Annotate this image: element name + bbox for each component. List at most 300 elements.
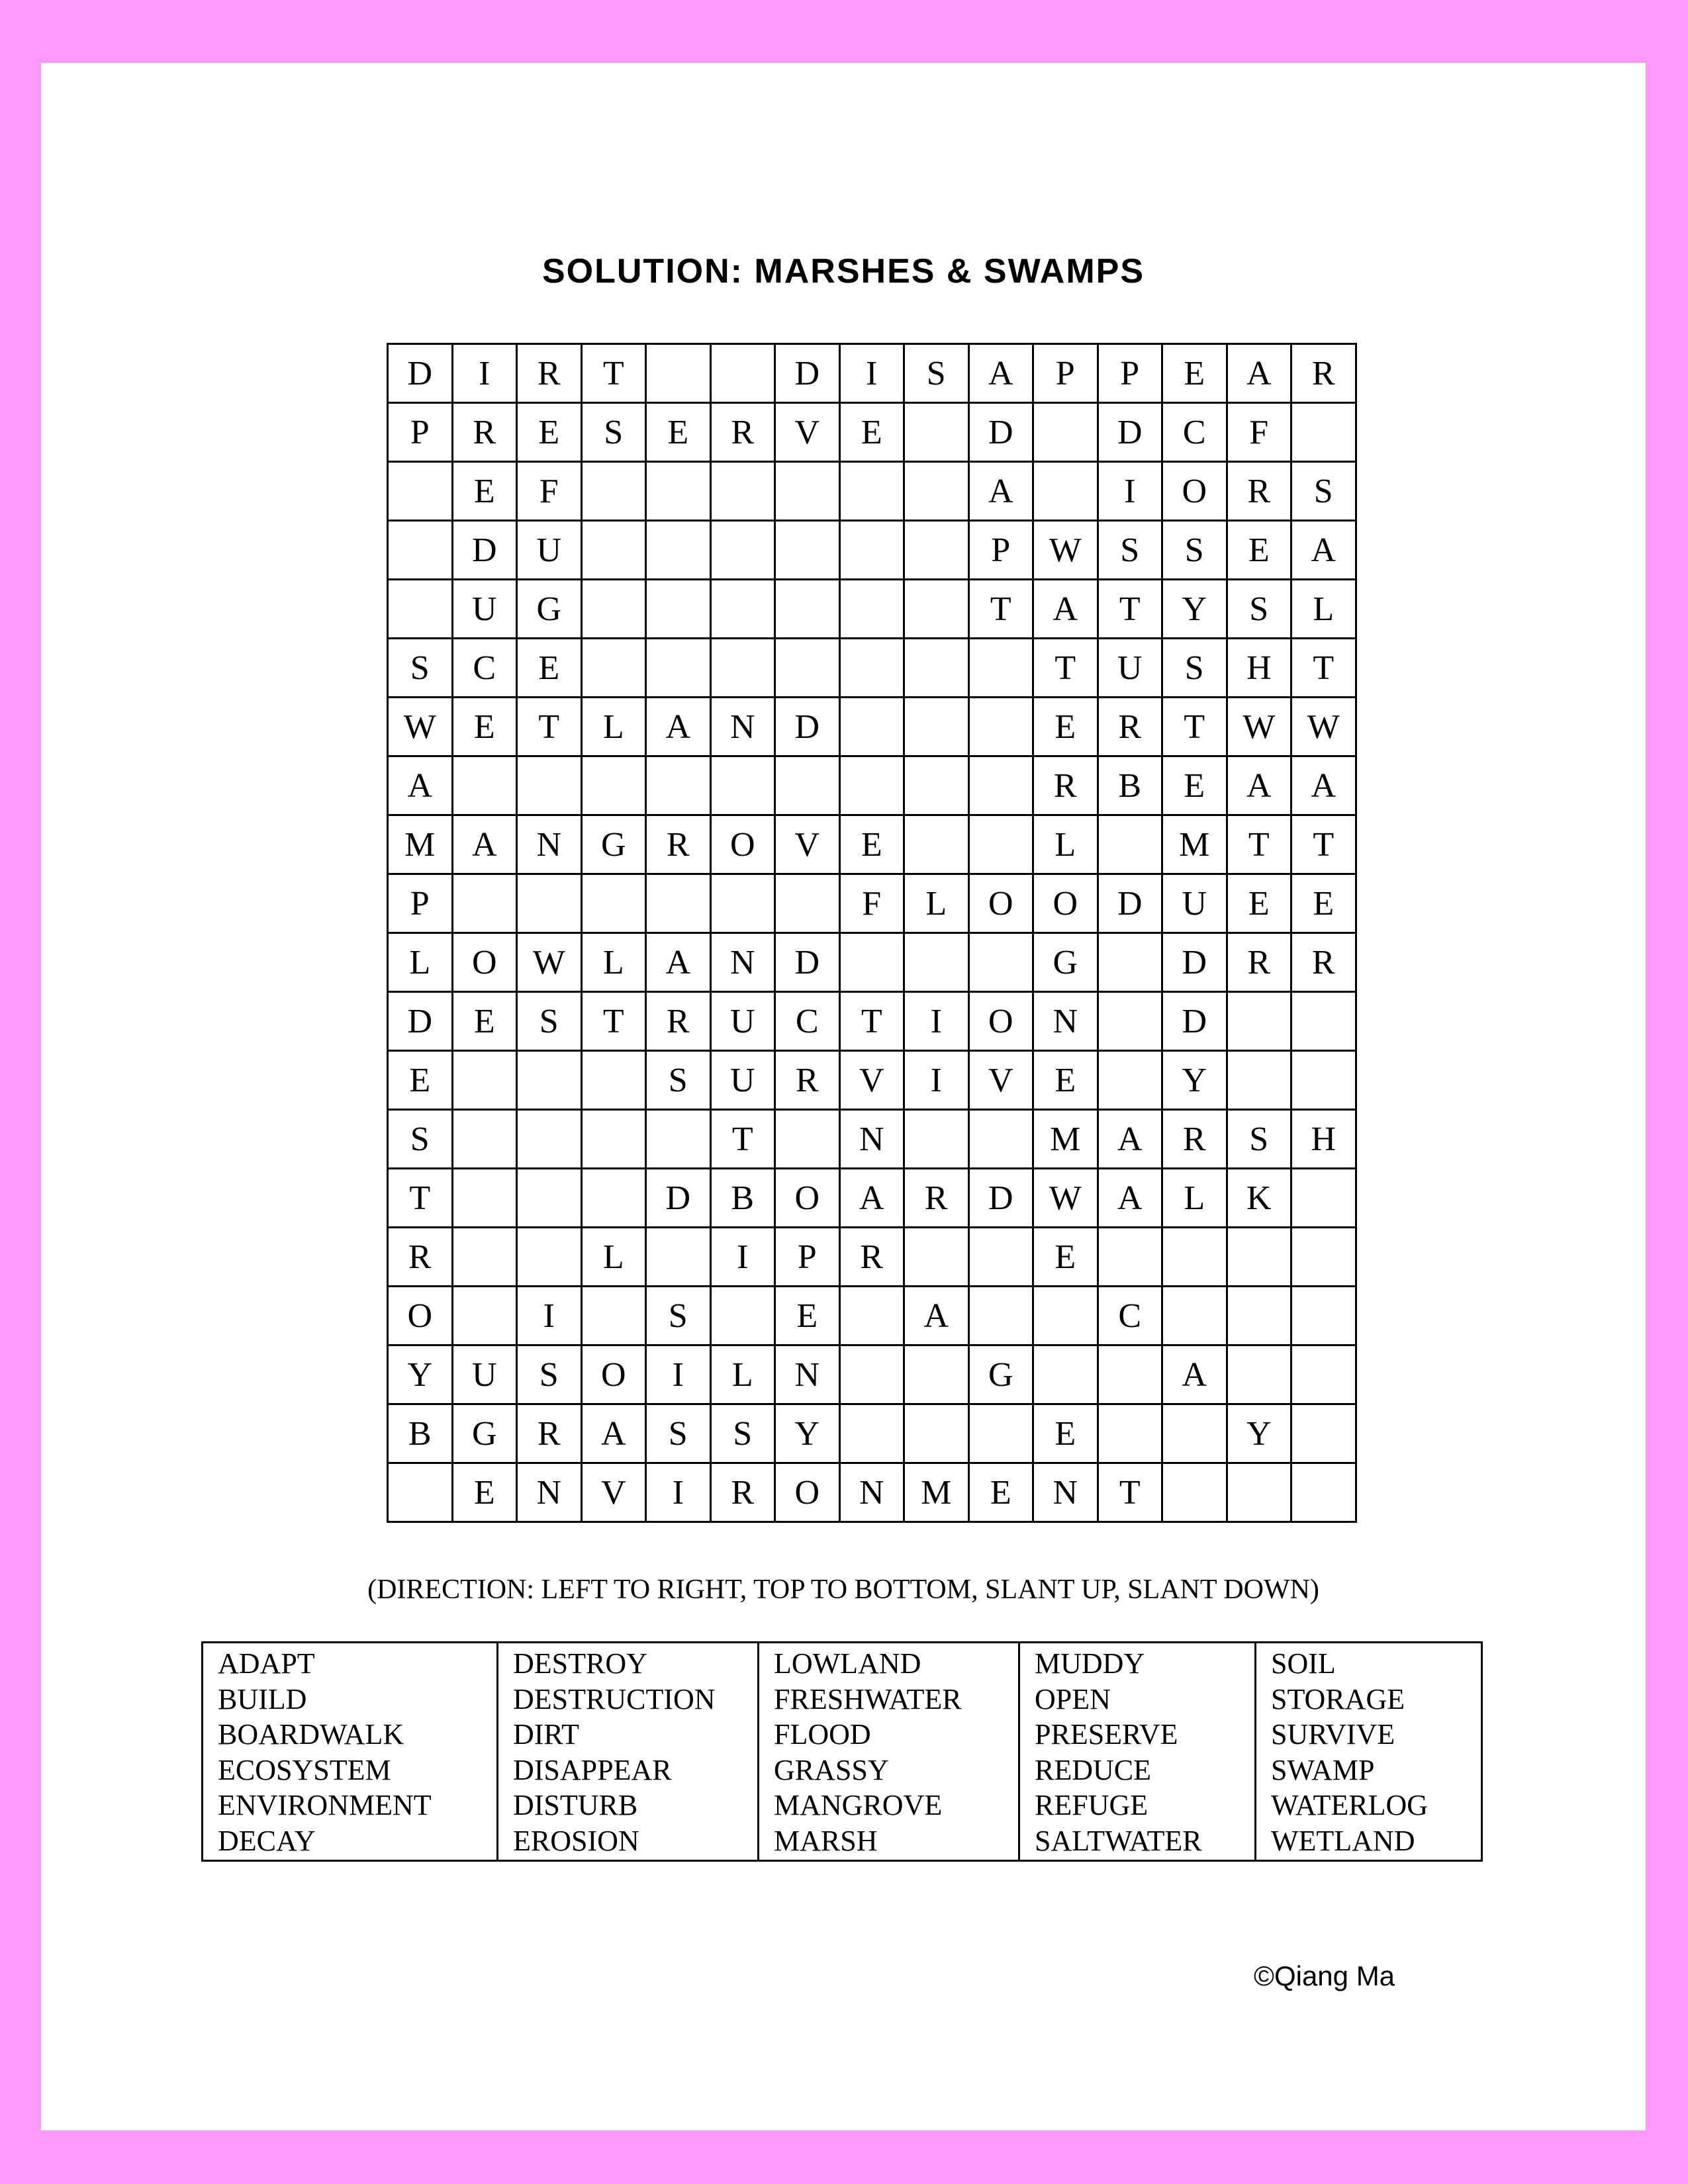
grid-cell: E bbox=[1162, 756, 1227, 815]
grid-cell: D bbox=[775, 933, 840, 992]
grid-cell: E bbox=[517, 403, 582, 462]
grid-cell: B bbox=[1098, 756, 1162, 815]
grid-cell bbox=[904, 639, 969, 698]
grid-cell bbox=[646, 756, 711, 815]
grid-cell bbox=[710, 521, 775, 580]
word-list-item: BOARDWALK bbox=[218, 1718, 404, 1751]
word-list-column bbox=[759, 1643, 1020, 1860]
grid-row bbox=[388, 1228, 1356, 1287]
grid-cell bbox=[1227, 1051, 1291, 1110]
grid-cell bbox=[710, 344, 775, 403]
grid-cell: D bbox=[452, 521, 517, 580]
grid-cell bbox=[581, 1051, 646, 1110]
grid-cell: I bbox=[710, 1228, 775, 1287]
grid-cell bbox=[968, 1404, 1033, 1463]
grid-cell: W bbox=[1291, 698, 1356, 756]
word-list-item: MUDDY bbox=[1035, 1647, 1145, 1680]
grid-cell: T bbox=[1098, 580, 1162, 639]
grid-cell bbox=[1098, 1404, 1162, 1463]
grid-cell: P bbox=[775, 1228, 840, 1287]
word-list-item: DIRT bbox=[513, 1718, 580, 1751]
grid-cell: U bbox=[517, 521, 582, 580]
grid-cell: T bbox=[1227, 815, 1291, 874]
grid-cell bbox=[581, 756, 646, 815]
grid-cell bbox=[581, 639, 646, 698]
grid-cell: E bbox=[388, 1051, 453, 1110]
grid-cell bbox=[1033, 1287, 1098, 1345]
grid-cell: F bbox=[839, 874, 904, 933]
grid-cell: O bbox=[388, 1287, 453, 1345]
grid-cell: S bbox=[1098, 521, 1162, 580]
grid-cell: A bbox=[904, 1287, 969, 1345]
grid-cell bbox=[775, 580, 840, 639]
grid-cell: T bbox=[1291, 815, 1356, 874]
grid-cell bbox=[1291, 1463, 1356, 1522]
grid-cell: Y bbox=[1162, 1051, 1227, 1110]
grid-cell: A bbox=[646, 698, 711, 756]
word-list-item: DESTROY bbox=[513, 1647, 647, 1680]
word-list-item: GRASSY bbox=[774, 1753, 889, 1786]
grid-cell: T bbox=[839, 992, 904, 1051]
grid-cell: T bbox=[581, 344, 646, 403]
word-list-item: DECAY bbox=[218, 1824, 316, 1857]
grid-cell bbox=[1162, 1287, 1227, 1345]
grid-cell bbox=[646, 580, 711, 639]
grid-cell: Y bbox=[1227, 1404, 1291, 1463]
grid-cell: T bbox=[517, 698, 582, 756]
grid-cell bbox=[1227, 1287, 1291, 1345]
grid-cell bbox=[517, 1228, 582, 1287]
grid-cell bbox=[388, 1463, 453, 1522]
grid-cell: O bbox=[775, 1463, 840, 1522]
grid-cell bbox=[1291, 1287, 1356, 1345]
grid-cell bbox=[968, 698, 1033, 756]
word-list-column bbox=[1020, 1643, 1256, 1860]
grid-cell: A bbox=[388, 756, 453, 815]
grid-cell bbox=[1291, 1169, 1356, 1228]
grid-cell bbox=[775, 639, 840, 698]
grid-cell bbox=[710, 639, 775, 698]
grid-cell bbox=[904, 933, 969, 992]
grid-row bbox=[388, 1110, 1356, 1169]
grid-cell bbox=[1098, 992, 1162, 1051]
word-list-item: WETLAND bbox=[1271, 1824, 1415, 1857]
grid-cell: A bbox=[839, 1169, 904, 1228]
grid-cell: E bbox=[1291, 874, 1356, 933]
grid-cell bbox=[839, 698, 904, 756]
grid-cell: U bbox=[452, 1345, 517, 1404]
grid-cell: A bbox=[452, 815, 517, 874]
grid-cell bbox=[710, 1287, 775, 1345]
grid-cell bbox=[904, 756, 969, 815]
grid-cell: A bbox=[1098, 1110, 1162, 1169]
grid-cell: N bbox=[1033, 1463, 1098, 1522]
grid-cell bbox=[904, 1228, 969, 1287]
word-list-column bbox=[1256, 1643, 1481, 1860]
grid-cell: V bbox=[968, 1051, 1033, 1110]
grid-cell bbox=[904, 698, 969, 756]
grid-cell: S bbox=[388, 1110, 453, 1169]
word-list-item: LOWLAND bbox=[774, 1647, 921, 1680]
grid-cell: O bbox=[775, 1169, 840, 1228]
grid-cell: S bbox=[517, 1345, 582, 1404]
grid-cell: R bbox=[839, 1228, 904, 1287]
grid-cell: R bbox=[452, 403, 517, 462]
grid-cell bbox=[1291, 1051, 1356, 1110]
word-search-grid bbox=[387, 343, 1357, 1523]
grid-cell: B bbox=[388, 1404, 453, 1463]
grid-cell: V bbox=[775, 815, 840, 874]
grid-cell: R bbox=[775, 1051, 840, 1110]
grid-cell: W bbox=[1033, 521, 1098, 580]
grid-cell bbox=[839, 1345, 904, 1404]
grid-cell: D bbox=[646, 1169, 711, 1228]
page-title: SOLUTION: MARSHES & SWAMPS bbox=[541, 252, 1145, 291]
grid-row bbox=[388, 639, 1356, 698]
grid-cell: B bbox=[710, 1169, 775, 1228]
grid-cell bbox=[839, 1404, 904, 1463]
grid-cell: G bbox=[1033, 933, 1098, 992]
grid-row bbox=[388, 344, 1356, 403]
grid-cell: A bbox=[968, 344, 1033, 403]
grid-cell bbox=[968, 1287, 1033, 1345]
grid-cell: E bbox=[968, 1463, 1033, 1522]
grid-cell bbox=[1033, 403, 1098, 462]
grid-cell: L bbox=[581, 933, 646, 992]
grid-cell: T bbox=[968, 580, 1033, 639]
grid-cell bbox=[1098, 1051, 1162, 1110]
grid-cell: R bbox=[1162, 1110, 1227, 1169]
grid-cell: E bbox=[1033, 1404, 1098, 1463]
grid-cell: O bbox=[710, 815, 775, 874]
grid-cell bbox=[452, 1051, 517, 1110]
grid-cell: A bbox=[646, 933, 711, 992]
grid-cell: Y bbox=[388, 1345, 453, 1404]
grid-row bbox=[388, 698, 1356, 756]
word-list-column bbox=[203, 1643, 498, 1860]
grid-cell: T bbox=[1098, 1463, 1162, 1522]
grid-cell: A bbox=[1162, 1345, 1227, 1404]
grid-row bbox=[388, 1404, 1356, 1463]
grid-row bbox=[388, 815, 1356, 874]
grid-cell bbox=[1098, 933, 1162, 992]
grid-cell bbox=[904, 1404, 969, 1463]
grid-cell: N bbox=[775, 1345, 840, 1404]
grid-cell: M bbox=[1033, 1110, 1098, 1169]
grid-cell: D bbox=[968, 403, 1033, 462]
grid-cell: I bbox=[646, 1345, 711, 1404]
grid-cell: A bbox=[1098, 1169, 1162, 1228]
grid-cell: A bbox=[1033, 580, 1098, 639]
grid-cell: E bbox=[775, 1287, 840, 1345]
grid-cell bbox=[452, 874, 517, 933]
grid-cell: T bbox=[1162, 698, 1227, 756]
grid-cell: W bbox=[517, 933, 582, 992]
grid-cell: W bbox=[1033, 1169, 1098, 1228]
grid-cell: W bbox=[388, 698, 453, 756]
grid-cell: V bbox=[839, 1051, 904, 1110]
word-list-item: SOIL bbox=[1271, 1647, 1336, 1680]
word-list-item: FLOOD bbox=[774, 1718, 871, 1751]
grid-row bbox=[388, 403, 1356, 462]
grid-cell bbox=[581, 1287, 646, 1345]
grid-cell bbox=[968, 1110, 1033, 1169]
grid-cell: S bbox=[646, 1287, 711, 1345]
grid-cell bbox=[646, 639, 711, 698]
grid-cell bbox=[452, 1169, 517, 1228]
grid-cell bbox=[388, 580, 453, 639]
grid-cell bbox=[646, 521, 711, 580]
word-list-item: OPEN bbox=[1035, 1682, 1111, 1715]
word-list-item: BUILD bbox=[218, 1682, 307, 1715]
grid-cell bbox=[517, 1169, 582, 1228]
grid-cell: C bbox=[775, 992, 840, 1051]
grid-cell: A bbox=[1291, 521, 1356, 580]
grid-cell: L bbox=[904, 874, 969, 933]
grid-cell: E bbox=[452, 462, 517, 521]
grid-row bbox=[388, 874, 1356, 933]
direction-note: (DIRECTION: LEFT TO RIGHT, TOP TO BOTTOM, SLANT UP, SLANT DOWN) bbox=[367, 1574, 1319, 1605]
grid-cell: R bbox=[1033, 756, 1098, 815]
grid-cell: E bbox=[1033, 1228, 1098, 1287]
grid-cell: A bbox=[1291, 756, 1356, 815]
grid-cell: O bbox=[1162, 462, 1227, 521]
grid-cell: T bbox=[1291, 639, 1356, 698]
grid-cell: O bbox=[581, 1345, 646, 1404]
grid-cell: N bbox=[710, 933, 775, 992]
grid-cell bbox=[1033, 1345, 1098, 1404]
grid-cell bbox=[452, 1228, 517, 1287]
grid-row bbox=[388, 580, 1356, 639]
grid-cell bbox=[710, 462, 775, 521]
grid-cell: I bbox=[904, 992, 969, 1051]
grid-row bbox=[388, 1463, 1356, 1522]
grid-cell bbox=[839, 521, 904, 580]
grid-cell: R bbox=[1291, 933, 1356, 992]
word-list-column bbox=[498, 1643, 759, 1860]
grid-cell: E bbox=[646, 403, 711, 462]
grid-cell: R bbox=[388, 1228, 453, 1287]
grid-cell bbox=[1227, 1228, 1291, 1287]
grid-cell bbox=[517, 1051, 582, 1110]
grid-cell bbox=[581, 580, 646, 639]
grid-cell bbox=[1162, 1463, 1227, 1522]
grid-cell: A bbox=[968, 462, 1033, 521]
grid-cell: N bbox=[517, 1463, 582, 1522]
grid-cell: M bbox=[904, 1463, 969, 1522]
grid-cell: F bbox=[517, 462, 582, 521]
grid-cell: Y bbox=[775, 1404, 840, 1463]
grid-cell bbox=[904, 1345, 969, 1404]
grid-cell: D bbox=[1098, 403, 1162, 462]
word-list-item: REDUCE bbox=[1035, 1753, 1151, 1786]
grid-cell: S bbox=[646, 1051, 711, 1110]
grid-cell bbox=[1162, 1228, 1227, 1287]
grid-cell: P bbox=[968, 521, 1033, 580]
grid-cell: R bbox=[1227, 933, 1291, 992]
grid-cell bbox=[1033, 462, 1098, 521]
grid-cell: G bbox=[452, 1404, 517, 1463]
grid-cell bbox=[904, 403, 969, 462]
grid-cell: S bbox=[904, 344, 969, 403]
grid-cell: L bbox=[710, 1345, 775, 1404]
word-list-item: SURVIVE bbox=[1271, 1718, 1395, 1751]
grid-cell: R bbox=[646, 992, 711, 1051]
grid-cell: R bbox=[1291, 344, 1356, 403]
word-list-item: FRESHWATER bbox=[774, 1682, 962, 1715]
grid-cell: O bbox=[968, 992, 1033, 1051]
grid-cell bbox=[1291, 1228, 1356, 1287]
grid-cell: H bbox=[1227, 639, 1291, 698]
grid-cell bbox=[452, 1110, 517, 1169]
copyright: ©Qiang Ma bbox=[1254, 1960, 1395, 1991]
grid-cell bbox=[1291, 992, 1356, 1051]
grid-cell: H bbox=[1291, 1110, 1356, 1169]
grid-cell bbox=[388, 521, 453, 580]
grid-cell: R bbox=[1098, 698, 1162, 756]
grid-cell: S bbox=[388, 639, 453, 698]
grid-cell bbox=[646, 344, 711, 403]
grid-cell: D bbox=[388, 344, 453, 403]
grid-cell bbox=[1291, 1404, 1356, 1463]
grid-cell bbox=[452, 1287, 517, 1345]
grid-cell bbox=[646, 1228, 711, 1287]
grid-cell bbox=[710, 756, 775, 815]
grid-cell: D bbox=[775, 698, 840, 756]
grid-cell bbox=[839, 933, 904, 992]
grid-cell: K bbox=[1227, 1169, 1291, 1228]
grid-row bbox=[388, 756, 1356, 815]
grid-cell: A bbox=[1227, 344, 1291, 403]
word-list-item: MANGROVE bbox=[774, 1789, 943, 1821]
grid-body bbox=[388, 344, 1356, 1522]
grid-cell: I bbox=[1098, 462, 1162, 521]
grid-cell: S bbox=[1291, 462, 1356, 521]
grid-row bbox=[388, 933, 1356, 992]
grid-cell bbox=[968, 933, 1033, 992]
grid-cell: N bbox=[1033, 992, 1098, 1051]
grid-cell bbox=[775, 462, 840, 521]
grid-cell bbox=[1291, 403, 1356, 462]
grid-cell: A bbox=[581, 1404, 646, 1463]
grid-cell: E bbox=[1033, 698, 1098, 756]
grid-row bbox=[388, 1287, 1356, 1345]
grid-row bbox=[388, 462, 1356, 521]
grid-cell: R bbox=[646, 815, 711, 874]
grid-cell: U bbox=[710, 1051, 775, 1110]
word-list-item: ECOSYSTEM bbox=[218, 1753, 391, 1786]
grid-cell: U bbox=[1098, 639, 1162, 698]
grid-cell: U bbox=[452, 580, 517, 639]
grid-cell: D bbox=[1162, 933, 1227, 992]
grid-cell bbox=[904, 815, 969, 874]
grid-cell: G bbox=[517, 580, 582, 639]
grid-cell: V bbox=[775, 403, 840, 462]
grid-cell bbox=[646, 462, 711, 521]
grid-cell: P bbox=[388, 874, 453, 933]
grid-cell: P bbox=[1098, 344, 1162, 403]
grid-cell: C bbox=[1162, 403, 1227, 462]
grid-cell: Y bbox=[1162, 580, 1227, 639]
grid-cell: F bbox=[1227, 403, 1291, 462]
grid-row bbox=[388, 1051, 1356, 1110]
grid-cell: E bbox=[452, 1463, 517, 1522]
grid-cell: N bbox=[839, 1110, 904, 1169]
grid-cell: U bbox=[1162, 874, 1227, 933]
grid-cell: O bbox=[452, 933, 517, 992]
grid-cell: W bbox=[1227, 698, 1291, 756]
word-list-item: EROSION bbox=[513, 1824, 639, 1857]
grid-cell bbox=[968, 815, 1033, 874]
grid-cell: S bbox=[517, 992, 582, 1051]
grid-cell: S bbox=[581, 403, 646, 462]
grid-cell bbox=[775, 1110, 840, 1169]
grid-cell: C bbox=[452, 639, 517, 698]
grid-cell bbox=[968, 1228, 1033, 1287]
grid-cell: I bbox=[839, 344, 904, 403]
grid-cell: U bbox=[710, 992, 775, 1051]
grid-cell: S bbox=[1162, 521, 1227, 580]
grid-cell: L bbox=[581, 698, 646, 756]
grid-cell bbox=[1162, 1404, 1227, 1463]
grid-cell: R bbox=[1227, 462, 1291, 521]
grid-cell bbox=[904, 580, 969, 639]
grid-cell bbox=[710, 874, 775, 933]
grid-cell bbox=[1227, 992, 1291, 1051]
grid-cell: S bbox=[710, 1404, 775, 1463]
grid-cell: E bbox=[839, 815, 904, 874]
grid-cell: R bbox=[710, 403, 775, 462]
grid-row bbox=[388, 992, 1356, 1051]
word-list-item: SALTWATER bbox=[1035, 1824, 1202, 1857]
grid-cell: N bbox=[839, 1463, 904, 1522]
word-list-item: REFUGE bbox=[1035, 1789, 1149, 1821]
word-list-item: SWAMP bbox=[1271, 1753, 1375, 1786]
grid-cell: N bbox=[710, 698, 775, 756]
grid-cell: E bbox=[839, 403, 904, 462]
grid-cell: S bbox=[646, 1404, 711, 1463]
grid-cell: C bbox=[1098, 1287, 1162, 1345]
grid-cell: E bbox=[1033, 1051, 1098, 1110]
word-list-item: ENVIRONMENT bbox=[218, 1789, 432, 1821]
grid-cell bbox=[775, 756, 840, 815]
worksheet-page bbox=[41, 63, 1646, 2130]
grid-cell bbox=[517, 756, 582, 815]
grid-cell bbox=[775, 521, 840, 580]
grid-cell: O bbox=[1033, 874, 1098, 933]
word-list-item: WATERLOG bbox=[1271, 1789, 1429, 1821]
grid-cell bbox=[581, 1169, 646, 1228]
word-list-item: MARSH bbox=[774, 1824, 878, 1857]
grid-cell bbox=[968, 756, 1033, 815]
grid-row bbox=[388, 1345, 1356, 1404]
grid-cell: T bbox=[710, 1110, 775, 1169]
grid-cell bbox=[1098, 1345, 1162, 1404]
grid-cell: E bbox=[517, 639, 582, 698]
grid-cell bbox=[646, 1110, 711, 1169]
grid-cell: D bbox=[1162, 992, 1227, 1051]
grid-cell: I bbox=[517, 1287, 582, 1345]
grid-cell: L bbox=[1162, 1169, 1227, 1228]
grid-cell: A bbox=[1227, 756, 1291, 815]
grid-cell bbox=[1291, 1345, 1356, 1404]
grid-cell bbox=[1227, 1345, 1291, 1404]
word-list-item: DISTURB bbox=[513, 1789, 638, 1821]
grid-cell bbox=[1098, 1228, 1162, 1287]
grid-cell: N bbox=[517, 815, 582, 874]
grid-cell: T bbox=[388, 1169, 453, 1228]
grid-cell bbox=[775, 874, 840, 933]
